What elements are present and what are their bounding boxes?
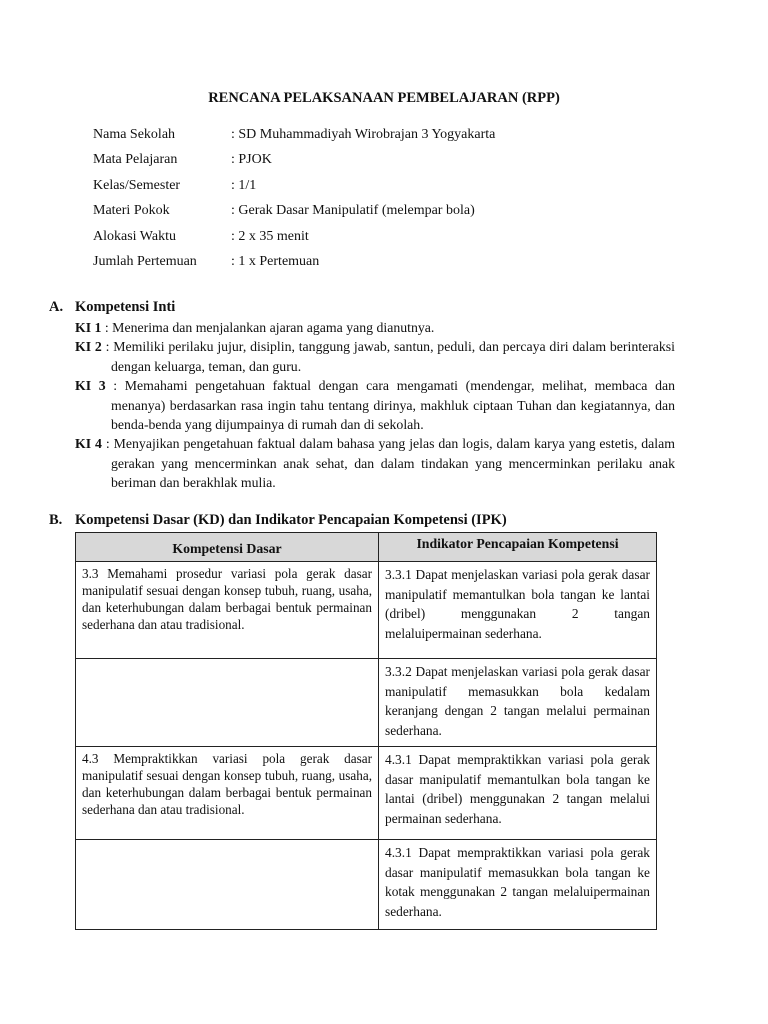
- section-b-letter: B.: [49, 512, 63, 528]
- info-label: Nama Sekolah: [93, 126, 176, 142]
- ki-text: : Memahami pengetahuan faktual dengan cara mengamati (mendengar, melihat, membaca dan menanya) berdasarkan rasa ingin tahu tentang dirinya, makhluk ciptaan Tuhan dan kegiatannya, dan benda-benda yang dijumpainya di rumah dan di sekolah.: [105, 378, 675, 433]
- section-a-letter: A.: [49, 299, 64, 315]
- table-row: [76, 840, 657, 930]
- table-row: [76, 747, 657, 840]
- ipk-cell: 3.3.1 Dapat menjelaskan variasi pola gerak dasar manipulatif memantulkan bola tangan ke lantai (dribel) menggunakan 2 tangan melaluipermainan sederhana.: [379, 562, 657, 659]
- section-a-title: Kompetensi Inti: [75, 299, 176, 315]
- kd-cell: [76, 840, 379, 930]
- info-row: [93, 250, 495, 276]
- section-b-heading: [49, 512, 507, 529]
- header-label: Kompetensi Dasar: [172, 541, 282, 556]
- info-label: Mata Pelajaran: [93, 152, 178, 168]
- ki-code: KI 4: [75, 436, 102, 452]
- info-value: : 2 x 35 menit: [231, 228, 309, 244]
- info-value: : Gerak Dasar Manipulatif (melempar bola): [231, 203, 475, 219]
- header-indikator: [379, 533, 657, 562]
- table-row: [76, 659, 657, 747]
- ki-code: KI 2: [75, 339, 102, 355]
- info-row: [93, 122, 495, 148]
- ki-code: KI 3: [75, 378, 106, 394]
- kd-cell: 3.3 Memahami prosedur variasi pola gerak dasar manipulatif sesuai dengan konsep tubuh, ruang, usaha, dan keterhubungan dalam berbagai bentuk permainan sederhana dan atau tradisional.: [76, 562, 379, 659]
- info-row: [93, 224, 495, 250]
- ki-item: [75, 434, 675, 492]
- section-a-heading: [49, 299, 175, 316]
- document-title: RENCANA PELAKSANAAN PEMBELAJARAN (RPP): [208, 90, 560, 106]
- ki-text: : Menyajikan pengetahuan faktual dalam bahasa yang jelas dan logis, dalam karya yang estetis, dalam gerakan yang mencerminkan anak sehat, dan dalam tindakan yang mencerminkan perilaku anak beriman dan berakhlak mulia.: [101, 436, 675, 491]
- ipk-cell: 4.3.1 Dapat mempraktikkan variasi pola gerak dasar manipulatif memasukkan bola tangan ke kotak menggunakan 2 tangan melaluipermainan sederhana.: [379, 840, 657, 930]
- info-value: : 1/1: [231, 177, 257, 193]
- section-b-title: Kompetensi Dasar (KD) dan Indikator Pencapaian Kompetensi (IPK): [75, 512, 507, 528]
- ki-text: : Memiliki perilaku jujur, disiplin, tanggung jawab, santun, peduli, dan percaya diri dalam berinteraksi dengan keluarga, teman, dan guru.: [101, 339, 675, 374]
- ki-text: : Menerima dan menjalankan ajaran agama yang dianutnya.: [101, 320, 435, 335]
- info-label: Materi Pokok: [93, 203, 170, 219]
- identity-table: [93, 122, 495, 275]
- kd-ipk-table: [75, 532, 657, 930]
- header-label: Indikator Pencapaian Kompetensi: [416, 536, 619, 551]
- info-value: : PJOK: [231, 152, 272, 168]
- info-row: [93, 199, 495, 225]
- kompetensi-inti-list: [75, 318, 675, 493]
- kd-cell: [76, 659, 379, 747]
- info-value: : 1 x Pertemuan: [231, 254, 320, 270]
- info-label: Kelas/Semester: [93, 177, 181, 193]
- ki-item: [75, 337, 675, 376]
- table-row: [76, 562, 657, 659]
- table-header-row: [76, 533, 657, 562]
- ipk-cell: 4.3.1 Dapat mempraktikkan variasi pola gerak dasar manipulatif memantulkan bola tangan ke lantai (dribel) menggunakan 2 tangan melalui permainan sederhana.: [379, 747, 657, 840]
- ki-code: KI 1: [75, 320, 102, 335]
- info-label: Alokasi Waktu: [93, 228, 176, 244]
- header-kompetensi-dasar: [76, 533, 379, 562]
- info-row: [93, 173, 495, 199]
- info-value: : SD Muhammadiyah Wirobrajan 3 Yogyakarta: [231, 126, 496, 142]
- ki-item: [75, 376, 675, 434]
- ipk-cell: 3.3.2 Dapat menjelaskan variasi pola gerak dasar manipulatif memasukkan bola kedalam keranjang dengan 2 tangan melalui permainan sederhana.: [379, 659, 657, 747]
- ki-item: [75, 318, 675, 337]
- kd-cell: 4.3 Mempraktikkan variasi pola gerak dasar manipulatif sesuai dengan konsep tubuh, ruang, usaha, dan keterhubungan dalam berbagai bentuk permainan sederhana dan atau tradisional.: [76, 747, 379, 840]
- info-label: Jumlah Pertemuan: [93, 254, 197, 270]
- info-row: [93, 148, 495, 174]
